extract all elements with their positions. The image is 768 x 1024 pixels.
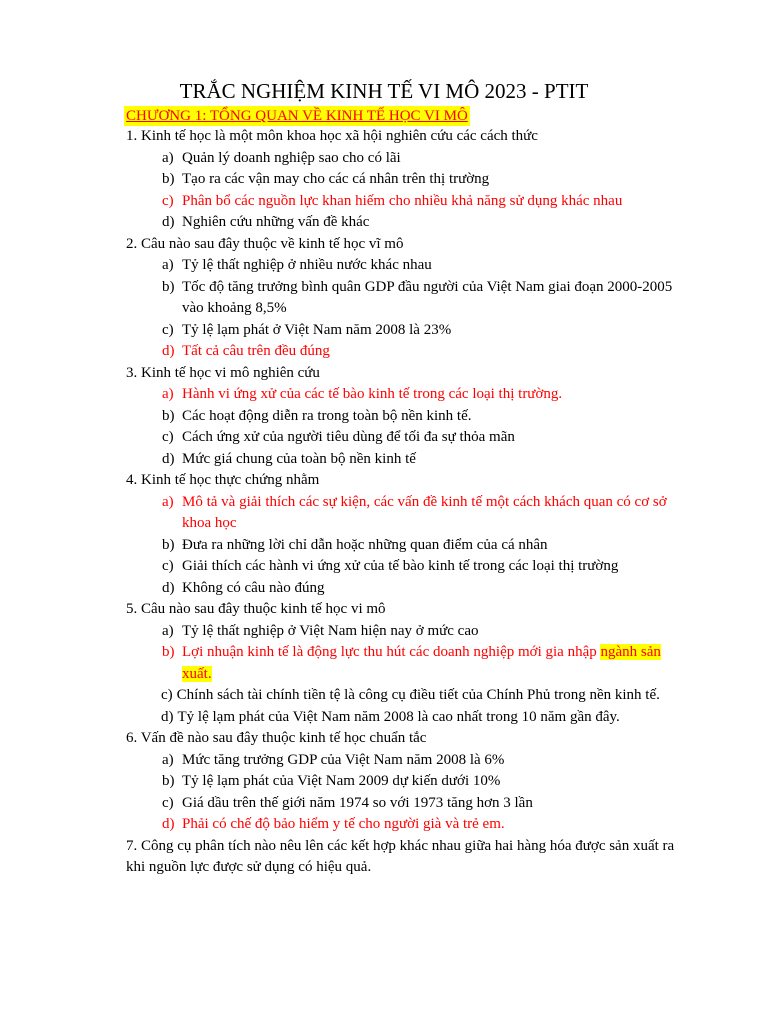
q3-option-c xyxy=(126,427,686,449)
option-text: Mức tăng trưởng GDP của Việt Nam năm 2008 là 6% xyxy=(182,751,505,768)
question-3: 3. Kinh tế học vi mô nghiên cứu xyxy=(126,364,320,381)
question-2: 2. Câu nào sau đây thuộc về kinh tế học vĩ mô xyxy=(126,235,404,252)
option-text: Mô tả và giải thích các sự kiện, các vấn đề kinh tế một cách khách quan có cơ sở khoa học xyxy=(182,493,667,531)
option-text: Tốc độ tăng trưởng bình quân GDP đầu người của Việt Nam giai đoạn 2000-2005 vào khoảng 8,5% xyxy=(182,278,673,316)
option-letter: d) xyxy=(162,450,175,467)
option-letter: c) xyxy=(161,687,173,703)
question-6: 6. Vấn đề nào sau đây thuộc kinh tế học chuẩn tắc xyxy=(126,730,427,746)
q1-option-a xyxy=(126,148,686,170)
q4-option-d xyxy=(126,578,686,600)
option-letter: a) xyxy=(162,386,174,402)
question-4: 4. Kinh tế học thực chứng nhằm xyxy=(126,472,320,488)
option-letter: a) xyxy=(162,149,174,166)
option-text xyxy=(182,642,686,685)
q3-option-a-correct xyxy=(126,384,686,406)
option-letter: c) xyxy=(162,321,174,338)
q4-option-a-correct xyxy=(126,492,686,535)
option-text: Tất cả câu trên đều đúng xyxy=(182,343,330,359)
option-letter: a) xyxy=(162,751,174,768)
q1-option-d xyxy=(126,212,686,234)
q6-option-a xyxy=(126,750,686,772)
option-text: Tỷ lệ lạm phát ở Việt Nam năm 2008 là 23% xyxy=(182,321,452,338)
option-letter: d) xyxy=(162,343,175,359)
q5-option-b-correct xyxy=(126,642,686,685)
q6-option-d-correct xyxy=(126,814,686,836)
q6-option-b xyxy=(126,771,686,793)
option-letter: a) xyxy=(162,257,174,273)
q3-option-d xyxy=(126,449,686,471)
question-list xyxy=(126,126,686,879)
option-text: Tạo ra các vận may cho các cá nhân trên thị trường xyxy=(182,171,490,187)
option-text: Tỷ lệ thất nghiệp ở Việt Nam hiện nay ở mức cao xyxy=(182,622,479,639)
option-text: Tỷ lệ thất nghiệp ở nhiều nước khác nhau xyxy=(182,257,432,273)
option-text: Phân bổ các nguồn lực khan hiếm cho nhiều khả năng sử dụng khác nhau xyxy=(182,192,623,209)
q2-option-c xyxy=(126,320,686,342)
question-5: 5. Câu nào sau đây thuộc kinh tế học vi mô xyxy=(126,601,386,617)
option-text-main: Lợi nhuận kinh tế là động lực thu hút các doanh nghiệp mới gia nhập xyxy=(182,644,601,660)
q5-option-c xyxy=(126,685,686,707)
option-text: Không có câu nào đúng xyxy=(182,579,325,596)
option-letter: b) xyxy=(162,644,175,660)
q1-option-c-correct xyxy=(126,191,686,213)
option-text: Nghiên cứu những vấn đề khác xyxy=(182,214,370,230)
chapter-heading: CHƯƠNG 1: TỔNG QUAN VỀ KINH TẾ HỌC VI MÔ xyxy=(126,108,468,124)
question-7: 7. Công cụ phân tích nào nêu lên các kết hợp khác nhau giữa hai hàng hóa được sản xuất ra khi nguồn lực được sử dụng có hiệu quả. xyxy=(126,837,675,875)
q2-option-b xyxy=(126,277,686,320)
option-text: Phải có chế độ bảo hiểm y tế cho người già và trẻ em. xyxy=(182,816,505,832)
option-letter: c) xyxy=(162,794,174,811)
q1-option-b xyxy=(126,169,686,191)
q3-option-b xyxy=(126,406,686,428)
option-letter: c) xyxy=(162,558,174,574)
option-text: Giải thích các hành vi ứng xử của tế bào kinh tế trong các loại thị trường xyxy=(182,558,619,574)
option-text: Giá dầu trên thế giới năm 1974 so với 1973 tăng hơn 3 lần xyxy=(182,794,533,811)
option-letter: a) xyxy=(162,493,174,510)
q4-option-c xyxy=(126,556,686,578)
option-letter: a) xyxy=(162,622,174,639)
highlighted-text: ngành sản xuất. xyxy=(182,644,661,682)
q2-option-a xyxy=(126,255,686,277)
q2-option-d-correct xyxy=(126,341,686,363)
option-text: Mức giá chung của toàn bộ nền kinh tế xyxy=(182,450,416,467)
option-text: Hành vi ứng xử của các tế bào kinh tế trong các loại thị trường. xyxy=(182,386,563,402)
option-text: Chính sách tài chính tiền tệ là công cụ điều tiết của Chính Phủ trong nền kinh tế. xyxy=(176,687,660,703)
option-text: Quản lý doanh nghiệp sao cho có lãi xyxy=(182,149,401,166)
option-letter: d) xyxy=(162,579,175,596)
option-text: Cách ứng xử của người tiêu dùng để tối đa sự thỏa mãn xyxy=(182,429,515,445)
option-letter: d) xyxy=(162,214,175,230)
question-1: 1. Kinh tế học là một môn khoa học xã hội nghiên cứu các cách thức xyxy=(126,128,538,144)
q5-option-d xyxy=(126,707,686,729)
option-letter: c) xyxy=(162,429,174,445)
option-text: Đưa ra những lời chỉ dẫn hoặc những quan điểm của cá nhân xyxy=(182,536,548,553)
option-letter: b) xyxy=(162,773,175,789)
option-letter: b) xyxy=(162,278,175,295)
q5-option-a xyxy=(126,621,686,643)
option-text: Tỷ lệ lạm phát của Việt Nam năm 2008 là cao nhất trong 10 năm gần đây. xyxy=(177,708,620,725)
option-text: Các hoạt động diễn ra trong toàn bộ nền kinh tế. xyxy=(182,407,472,424)
option-letter: b) xyxy=(162,407,175,424)
option-letter: c) xyxy=(162,192,174,209)
q4-option-b xyxy=(126,535,686,557)
option-letter: b) xyxy=(162,536,175,553)
option-text: Tỷ lệ lạm phát của Việt Nam 2009 dự kiến dưới 10% xyxy=(182,773,501,789)
option-letter: d) xyxy=(162,816,175,832)
option-letter: d) xyxy=(161,708,174,725)
document-title: TRẮC NGHIỆM KINH TẾ VI MÔ 2023 - PTIT xyxy=(179,79,589,103)
q6-option-c xyxy=(126,793,686,815)
option-letter: b) xyxy=(162,171,175,187)
